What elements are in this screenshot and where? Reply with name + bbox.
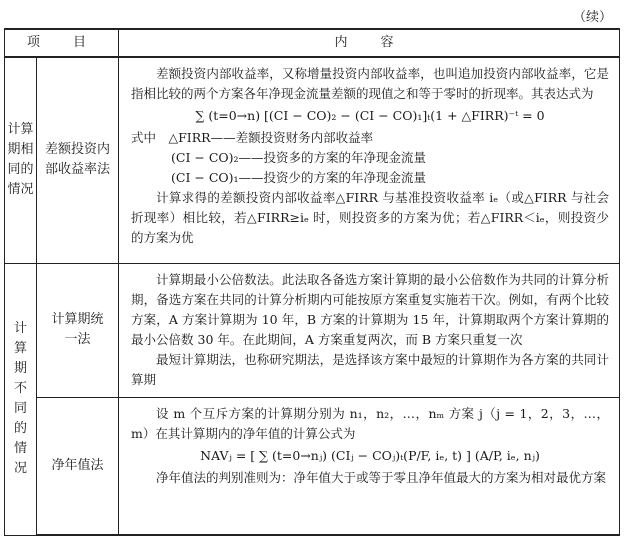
method-irr-name: 差额投资内部收益率法: [44, 142, 110, 178]
content-irr: [119, 57, 620, 263]
table-row-period-unify: [5, 263, 620, 397]
unify-paragraph-2: 最短计算期法，也称研究期法，是选择该方案中最短的计算期作为各方案的共同计算期: [131, 351, 609, 387]
irr-def-2: (CI − CO)₂——投资多的方案的年净现金流量: [171, 150, 427, 165]
irr-formula: ∑ (t=0→n) [(CI − CO)₂ − (CI − CO)₁]ₜ(1 + △FIRR)⁻ᵗ = 0: [195, 108, 545, 123]
content-nav: [119, 397, 620, 535]
comparison-table: [4, 28, 620, 536]
group-label-different: [5, 263, 37, 535]
irr-definitions: [131, 128, 609, 188]
group-label-same: [5, 57, 37, 263]
nav-formula: NAVⱼ = [ ∑ (t=0→nⱼ) (CIⱼ − COⱼ)ₜ(P/F, iₑ, t) ] (A/P, iₑ, nⱼ): [200, 447, 540, 463]
unify-paragraph-1: 计算期最小公倍数法。此法取各备选方案计算期的最小公倍数作为共同的计算分析期，备选方案在共同的计算分析期内可能按原方案重复实施若干次。例如，有两个比较方案，A 方案计算期为 10 年，B 方案的计算期为 15 年，计算期取两个方案计算期的最小公倍数 30 年。在此期间，A 方案重复两次，而 B 方案只重复一次: [131, 271, 609, 347]
nav-paragraph-1: 设 m 个互斥方案的计算期分别为 n₁，n₂，…，nₘ 方案 j（j = 1，2，3，…，m）在其计算期内的净年值的计算公式为: [131, 405, 609, 441]
continued-label: （续）: [572, 10, 612, 25]
method-nav-name: 净年值法: [51, 458, 104, 474]
header-item: 项 目: [5, 29, 119, 57]
method-cell-irr: [37, 57, 119, 263]
header-content: 内 容: [119, 29, 620, 57]
method-cell-nav: [37, 397, 119, 535]
method-cell-unify: [37, 263, 119, 397]
content-unify: [119, 263, 620, 397]
method-unify-name: 计算期统一法: [51, 312, 104, 347]
nav-paragraph-2: 净年值法的判别准则为：净年值大于或等于零且净年值最大的方案为相对最优方案: [156, 469, 607, 485]
irr-def-3: (CI − CO)₁——投资少的方案的年净现金流量: [171, 170, 427, 185]
table-header-row: [5, 29, 620, 57]
group-label-different-text: 计算期不同的情况: [13, 321, 27, 476]
irr-paragraph-1: 差额投资内部收益率，又称增量投资内部收益率，也叫追加投资内部收益率，它是指相比较的两个方案各年净现金流量差额的现值之和等于零时的折现率。其表达式为: [131, 66, 609, 101]
table-row-nav: [5, 397, 620, 535]
group-label-same-text: 计算期相同的情况: [7, 122, 34, 198]
irr-paragraph-2: 计算求得的差额投资内部收益率△FIRR 与基准投资收益率 iₑ（或△FIRR 与社会折现率）相比较，若△FIRR≥iₑ 时，则投资多的方案为优；若△FIRR＜iₑ，则投资少的方案为优: [131, 190, 609, 245]
irr-def-1: 式中 △FIRR——差额投资财务内部收益率: [131, 130, 374, 145]
table-row-same-period: [5, 57, 620, 263]
